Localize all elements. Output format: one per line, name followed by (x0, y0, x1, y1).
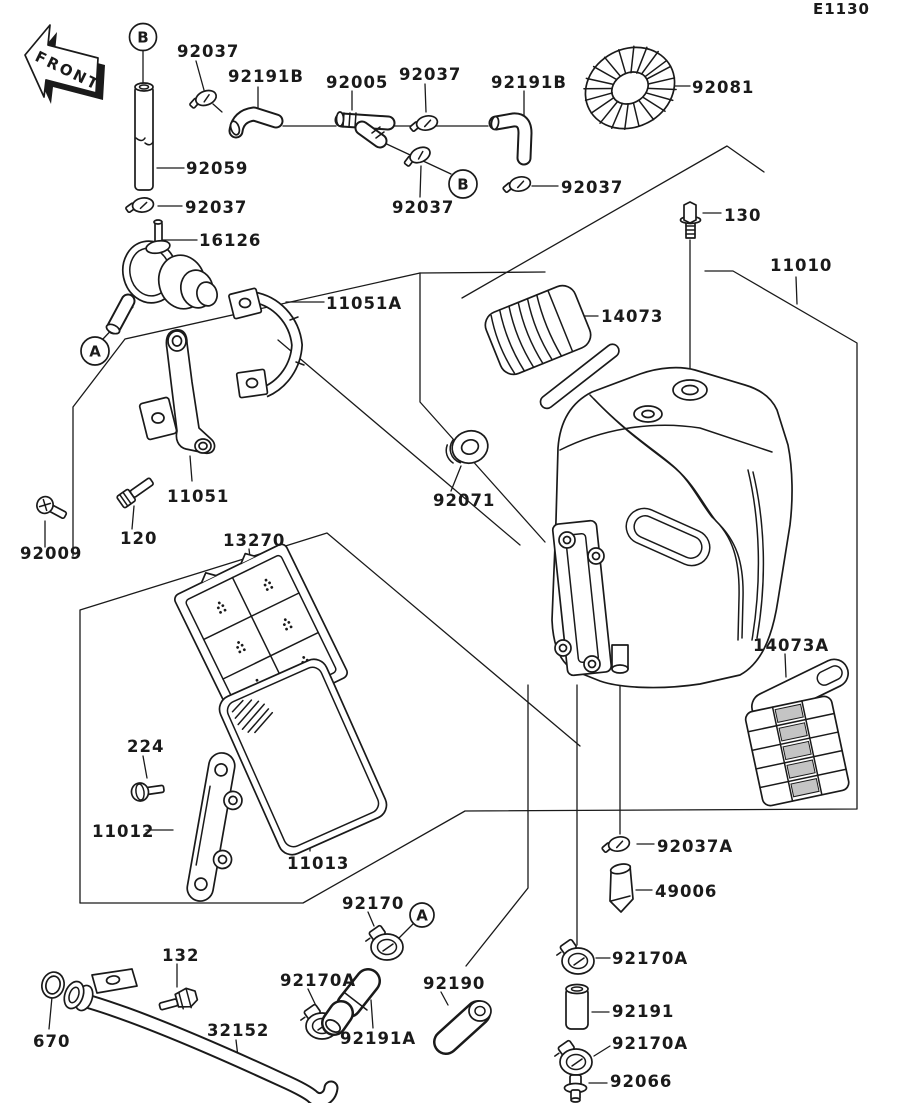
part-clamp-92037-2 (124, 197, 154, 215)
part-clamp-92170a-3 (552, 1040, 592, 1075)
label-92005: 92005 (326, 73, 389, 92)
part-clamp-92037-3 (408, 114, 439, 134)
part-plug-92066 (565, 1075, 587, 1102)
part-screw-224 (130, 780, 165, 802)
part-hose-92191b-left (229, 114, 276, 136)
marker-b-1-letter: B (137, 28, 149, 47)
label-92059: 92059 (186, 159, 249, 178)
part-cover-14073a (744, 655, 853, 807)
part-clamp-92037a (600, 835, 631, 855)
label-92037-1: 92037 (177, 42, 240, 61)
part-oring-670 (39, 970, 67, 1001)
label-14073a: 14073A (753, 636, 830, 655)
label-92037a: 92037A (657, 837, 734, 856)
label-92170a-3: 92170A (612, 1034, 689, 1053)
part-coil-92081 (571, 32, 689, 144)
label-92037-2: 92037 (399, 65, 462, 84)
marker-a-1 (81, 337, 109, 365)
label-11051a: 11051A (326, 294, 403, 313)
label-11051: 11051 (167, 487, 230, 506)
part-clamp-92037-5 (501, 175, 532, 195)
label-92037-5: 92037 (561, 178, 624, 197)
part-bracket-11012 (185, 751, 249, 905)
part-clamp-92037-4 (401, 144, 433, 169)
label-11010: 11010 (770, 256, 833, 275)
label-670: 670 (33, 1032, 71, 1051)
label-224: 224 (127, 737, 165, 756)
label-32152: 32152 (207, 1021, 270, 1040)
part-grommet-92071 (442, 426, 492, 470)
part-bracket-11051 (139, 330, 214, 453)
marker-a-1-letter: A (89, 342, 101, 361)
part-tube-92059 (135, 83, 153, 190)
label-92191: 92191 (612, 1002, 675, 1021)
label-16126: 16126 (199, 231, 262, 250)
front-arrow (25, 25, 105, 104)
part-clamp-92170 (363, 925, 403, 960)
label-132: 132 (162, 946, 200, 965)
part-bracket-11051a (229, 288, 304, 398)
part-hose-92191b-right (491, 116, 525, 158)
marker-b-2 (449, 170, 477, 198)
label-92071: 92071 (433, 491, 496, 510)
part-clamp-92037-1 (187, 88, 218, 111)
label-92037-3: 92037 (185, 198, 248, 217)
part-bolt-120 (116, 475, 155, 508)
part-bolt-132 (157, 986, 199, 1015)
part-screw-92009 (34, 494, 69, 524)
label-92066: 92066 (610, 1072, 673, 1091)
label-120: 120 (120, 529, 158, 548)
label-92190: 92190 (423, 974, 486, 993)
label-92191b-1: 92191B (228, 67, 304, 86)
label-92170a-1: 92170A (280, 971, 357, 990)
part-tube-92191 (566, 985, 588, 1030)
label-92081: 92081 (692, 78, 755, 97)
marker-b-2-letter: B (457, 175, 469, 194)
part-fitting-92005 (337, 112, 389, 141)
label-11012: 11012 (92, 822, 155, 841)
label-13270: 13270 (223, 531, 286, 550)
label-11013: 11013 (287, 854, 350, 873)
label-130: 130 (724, 206, 762, 225)
label-92170: 92170 (342, 894, 405, 913)
marker-a-2-letter: A (416, 906, 428, 925)
label-49006: 49006 (655, 882, 718, 901)
sheet-code: E1130 (813, 0, 870, 18)
part-boot-49006 (610, 862, 633, 912)
marker-a-2 (410, 903, 434, 927)
label-92170a-2: 92170A (612, 949, 689, 968)
label-92009: 92009 (20, 544, 83, 563)
label-14073: 14073 (601, 307, 664, 326)
front-arrow-label: FRONT (32, 47, 103, 95)
marker-b-1 (130, 24, 157, 51)
part-tube-92190 (446, 1001, 491, 1042)
label-92191a: 92191A (340, 1029, 417, 1048)
part-clamp-92170a-2 (554, 939, 594, 974)
part-bolt-130 (681, 202, 701, 238)
label-92037-4: 92037 (392, 198, 455, 217)
label-92191b-2: 92191B (491, 73, 567, 92)
